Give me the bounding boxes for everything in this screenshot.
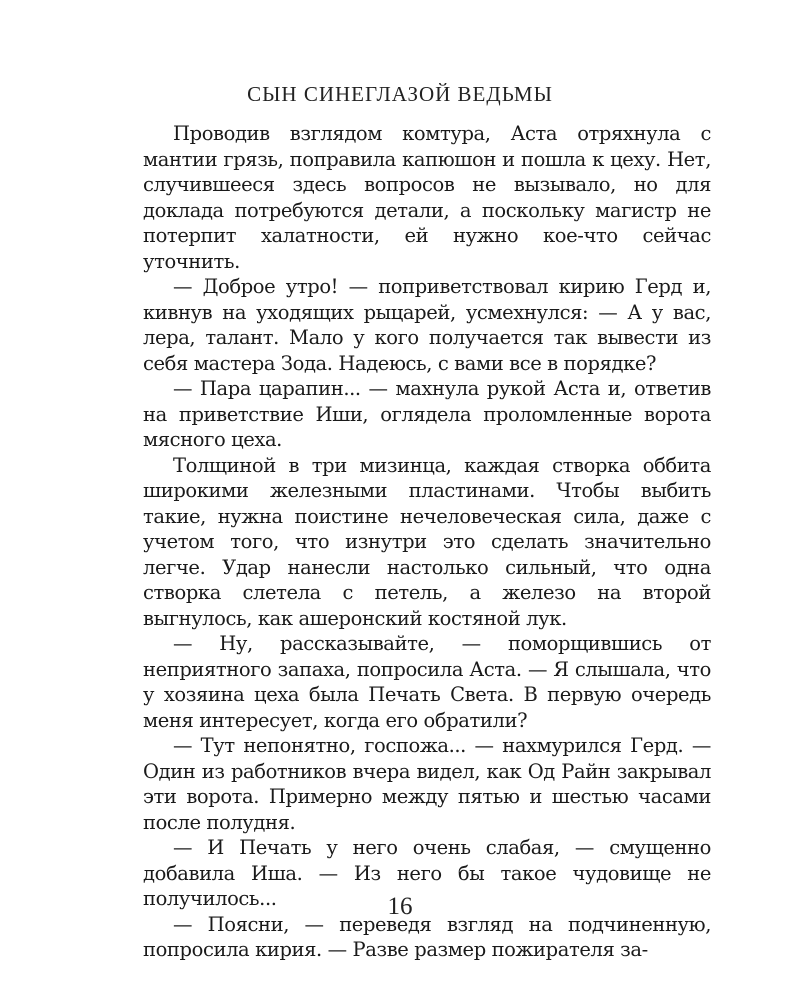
running-head: СЫН СИНЕГЛАЗОЙ ВЕДЬМЫ xyxy=(247,82,553,106)
page-number: 16 xyxy=(387,893,413,920)
paragraph-8: — Поясни, — переведя взгляд на подчиненную, попросила кирия. — Разве размер пожирателя за- xyxy=(143,912,711,961)
paragraph-6: — Тут непонятно, госпожа... — нахмурился Герд. — Один из работников вчера видел, как Од Райн закрывал эти ворота. Примерно между пятью и шестью часами после полудня. xyxy=(143,734,711,834)
paragraph-1: Проводив взглядом комтура, Аста отряхнула с мантии грязь, поправила капюшон и пошла к цеху. Нет, случившееся здесь вопросов не вызывало, но для доклада потребуются детали, а поскольку магистр не потерпит халатности, ей нужно кое-что сейчас уточнить. xyxy=(143,122,711,273)
paragraph-2: — Доброе утро! — поприветствовал кирию Герд и, кивнув на уходящих рыцарей, усмехнулся: — А у вас, лера, талант. Мало у кого получается так вывести из себя мастера Зода. Надеюсь, с вами все в порядке? xyxy=(143,275,711,375)
paragraph-3: — Пара царапин... — махнула рукой Аста и, ответив на приветствие Иши, оглядела проломленные ворота мясного цеха. xyxy=(143,377,711,451)
body-text xyxy=(143,121,711,963)
paragraph-4: Толщиной в три мизинца, каждая створка оббита широкими железными пластинами. Чтобы выбить такие, нужна поистине нечеловеческая сила, даже с учетом того, что изнутри это сделать значительно легче. Удар нанесли настолько сильный, что одна створка слетела с петель, а железо на второй выгнулось, как ашеронский костяной лук. xyxy=(143,453,711,630)
paragraph-7: — И Печать у него очень слабая, — смущенно добавила Иша. — Из него бы такое чудовище не получилось... xyxy=(143,836,711,910)
paragraph-5: — Ну, рассказывайте, — поморщившись от неприятного запаха, попросила Аста. — Я слышала, что у хозяина цеха была Печать Света. В первую очередь меня интересует, когда его обратили? xyxy=(143,632,711,732)
